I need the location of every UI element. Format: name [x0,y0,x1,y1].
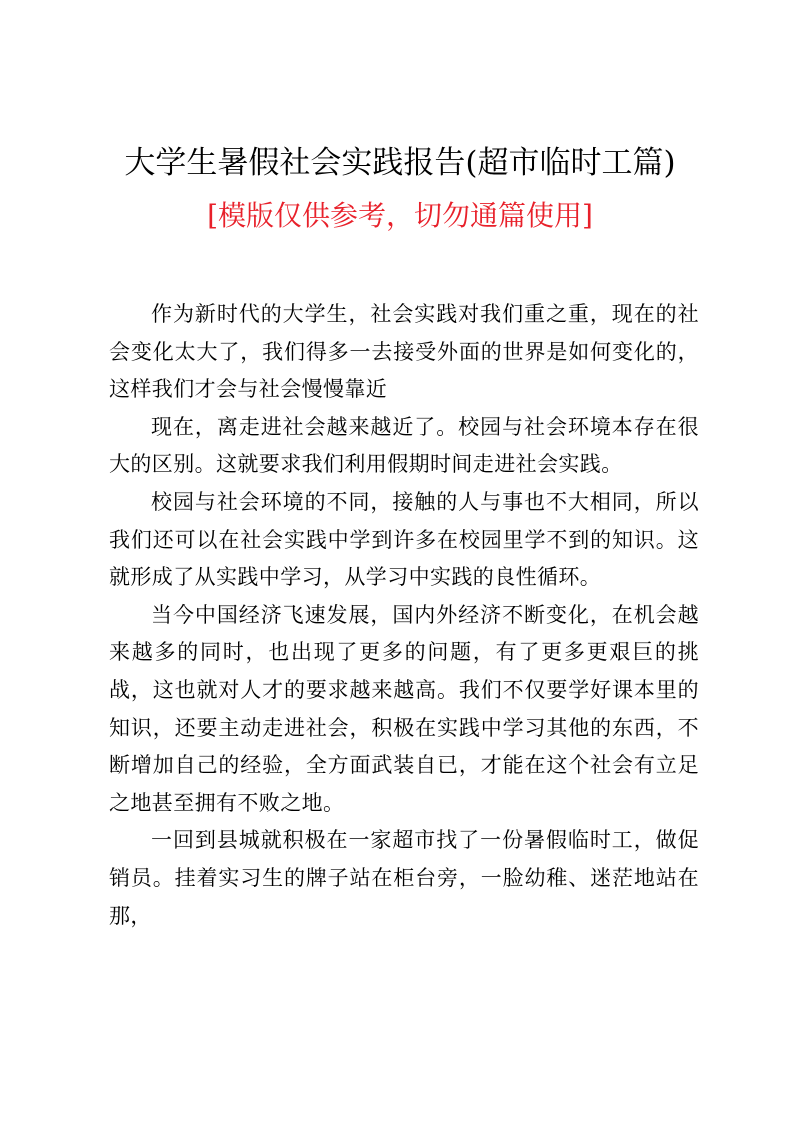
document-title: 大学生暑假社会实践报告(超市临时工篇) [124,145,676,181]
paragraph: 一回到县城就积极在一家超市找了一份暑假临时工，做促销员。挂着实习生的牌子站在柜台旁，一脸幼稚、迷茫地站在那， [109,828,699,928]
paragraph: 现在，离走进社会越来越近了。校园与社会环境本存在很大的区别。这就要求我们利用假期时间走进社会实践。 [109,414,699,477]
template-notice: [模版仅供参考，切勿通篇使用] [207,199,593,232]
paragraph: 当今中国经济飞速发展，国内外经济不断变化，在机会越来越多的同时，也出现了更多的问题，有了更多更艰巨的挑战，这也就对人才的要求越来越高。我们不仅要学好课本里的知识，还要主动走进社会，积极在实践中学习其他的东西，不断增加自己的经验，全方面武装自已，才能在这个社会有立足之地甚至拥有不败之地。 [109,602,699,815]
paragraph: 作为新时代的大学生，社会实践对我们重之重，现在的社会变化太大了，我们得多一去接受外面的世界是如何变化的，这样我们才会与社会慢慢靠近 [109,302,699,402]
paragraph: 校园与社会环境的不同，接触的人与事也不大相同，所以我们还可以在社会实践中学到许多在校园里学不到的知识。这就形成了从实践中学习，从学习中实践的良性循环。 [109,489,699,590]
document-body [109,296,699,935]
